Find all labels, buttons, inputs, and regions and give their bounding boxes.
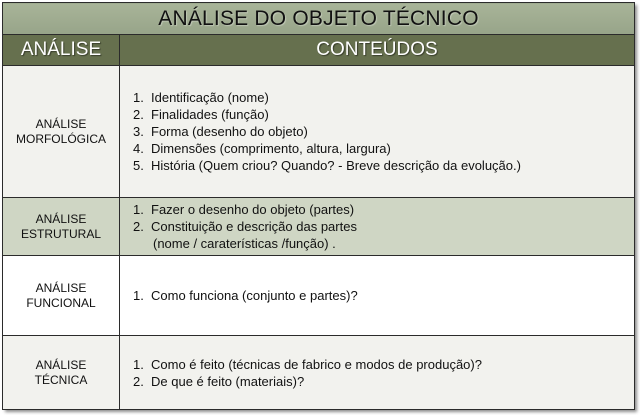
list-item (133, 106, 634, 123)
item-number: 1. (133, 202, 144, 217)
item-number: 1. (133, 288, 144, 303)
item-text: História (Quem criou? Quando? - Breve descrição da evolução.) (151, 158, 521, 173)
content-list (127, 356, 634, 390)
list-item (133, 356, 634, 373)
title-row (3, 3, 635, 35)
analysis-table (2, 2, 635, 410)
column-header-contents: CONTEÚDOS (120, 35, 635, 66)
table-row-morphological (3, 66, 635, 198)
item-number: 3. (133, 124, 144, 139)
table-row-structural (3, 198, 635, 256)
list-item (133, 89, 634, 106)
list-item (133, 287, 634, 304)
item-text: Constituição e descrição das partes (151, 219, 357, 234)
row-content (120, 336, 635, 410)
row-label-line1: ANÁLISE (35, 357, 87, 372)
content-list (127, 201, 634, 252)
item-text: Identificação (nome) (151, 90, 269, 105)
list-item (133, 218, 634, 252)
row-label (3, 336, 120, 410)
list-item (133, 140, 634, 157)
row-label-line1: ANÁLISE (35, 211, 87, 226)
item-text: Forma (desenho do objeto) (151, 124, 308, 139)
column-header-analysis: ANÁLISE (3, 35, 120, 66)
row-content (120, 198, 635, 256)
row-label-line2: MORFOLÓGICA (15, 131, 106, 146)
item-number: 4. (133, 141, 144, 156)
item-number: 1. (133, 356, 144, 372)
item-number: 5. (133, 158, 144, 173)
row-label (3, 66, 120, 198)
row-label (3, 198, 120, 256)
table-row-functional (3, 256, 635, 336)
item-text: Como funciona (conjunto e partes)? (151, 288, 358, 303)
content-list (127, 89, 634, 174)
item-number: 1. (133, 90, 144, 105)
row-content (120, 66, 635, 198)
analysis-table-container (2, 2, 634, 409)
item-text: De que é feito (materiais)? (151, 373, 305, 389)
content-list (127, 287, 634, 304)
item-text: Como é feito (técnicas de fabrico e modos de produção)? (151, 356, 482, 372)
row-label-line2: FUNCIONAL (26, 295, 96, 310)
row-label (3, 256, 120, 336)
row-label-line2: ESTRUTURAL (20, 226, 101, 241)
header-row (3, 35, 635, 66)
table-row-technical (3, 336, 635, 410)
item-text: Finalidades (função) (151, 107, 269, 122)
row-label-line1: ANÁLISE (35, 116, 87, 131)
item-number: 2. (133, 373, 144, 389)
item-text: Fazer o desenho do objeto (partes) (151, 202, 355, 217)
row-label-line1: ANÁLISE (35, 280, 87, 295)
item-number: 2. (133, 219, 144, 234)
item-text: Dimensões (comprimento, altura, largura) (151, 141, 391, 156)
item-number: 2. (133, 107, 144, 122)
list-item (133, 373, 634, 390)
list-item (133, 157, 634, 174)
list-item (133, 201, 634, 218)
list-item (133, 123, 634, 140)
table-title: ANÁLISE DO OBJETO TÉCNICO (3, 3, 635, 35)
item-continuation: (nome / caraterísticas /função) . (153, 236, 336, 251)
row-content (120, 256, 635, 336)
row-label-line2: TÉCNICA (34, 372, 88, 387)
